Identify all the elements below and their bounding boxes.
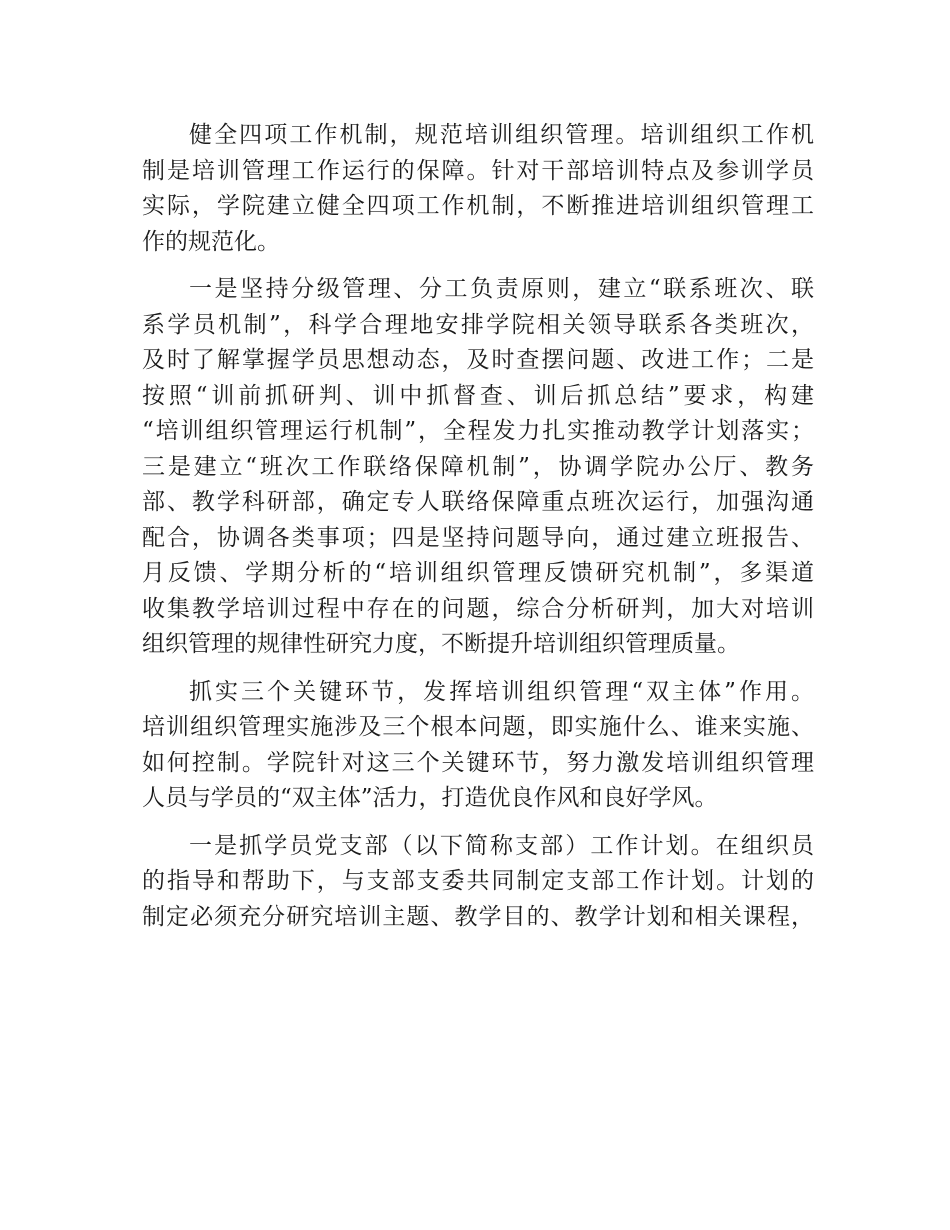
text-line: 系学员机制”，科学合理地安排学院相关领导联系各类班次，: [142, 311, 814, 338]
text-line: 三是建立“班次工作联络保障机制”，协调学院办公厅、教务: [142, 453, 814, 480]
text-line: 组织管理的规律性研究力度，不断提升培训组织管理质量。: [142, 631, 740, 657]
paragraph-four-mechanisms-detail: [142, 272, 814, 663]
text-line: 部、教学科研部，确定专人联络保障重点班次运行，加强沟通: [142, 489, 814, 515]
text-line: 的指导和帮助下，与支部支委共同制定支部工作计划。计划的: [142, 868, 814, 894]
text-line: 一是坚持分级管理、分工负责原则，建立“联系班次、联: [189, 276, 814, 302]
text-line: 制定必须充分研究培训主题、教学目的、教学计划和相关课程，: [142, 903, 814, 930]
text-line: 抓实三个关键环节，发挥培训组织管理“双主体”作用。: [189, 678, 814, 705]
text-line: 月反馈、学期分析的“培训组织管理反馈研究机制”，多渠道: [142, 560, 814, 586]
text-line: 如何控制。学院针对这三个关键环节，努力激发培训组织管理: [142, 749, 814, 776]
text-line: 健全四项工作机制，规范培训组织管理。培训组织工作机: [189, 122, 814, 148]
text-line: 作的规范化。: [142, 228, 280, 255]
text-line: 人员与学员的“双主体”活力，打造优良作风和良好学风。: [142, 785, 718, 811]
paragraph-key-links: [142, 675, 814, 817]
text-line: 实际，学院建立健全四项工作机制，不断推进培训组织管理工: [142, 193, 814, 219]
text-line: 制是培训管理工作运行的保障。针对干部培训特点及参训学员: [142, 157, 814, 184]
text-line: 培训组织管理实施涉及三个根本问题，即实施什么、谁来实施、: [142, 714, 814, 740]
document-body: [142, 118, 814, 947]
text-line: 配合，协调各类事项；四是坚持问题导向，通过建立班报告、: [142, 524, 814, 551]
text-line: 按照“训前抓研判、训中抓督查、训后抓总结”要求，构建: [142, 382, 814, 409]
text-line: “培训组织管理运行机制”，全程发力扎实推动教学计划落实；: [142, 418, 814, 444]
text-line: 收集教学培训过程中存在的问题，综合分析研判，加大对培训: [142, 595, 814, 622]
paragraph-work-mechanisms: [142, 118, 814, 260]
paragraph-party-branch-plan: [142, 829, 814, 936]
text-line: 及时了解掌握学员思想动态，及时查摆问题、改进工作；二是: [142, 347, 814, 373]
text-line: 一是抓学员党支部（以下简称支部）工作计划。在组织员: [189, 832, 814, 859]
